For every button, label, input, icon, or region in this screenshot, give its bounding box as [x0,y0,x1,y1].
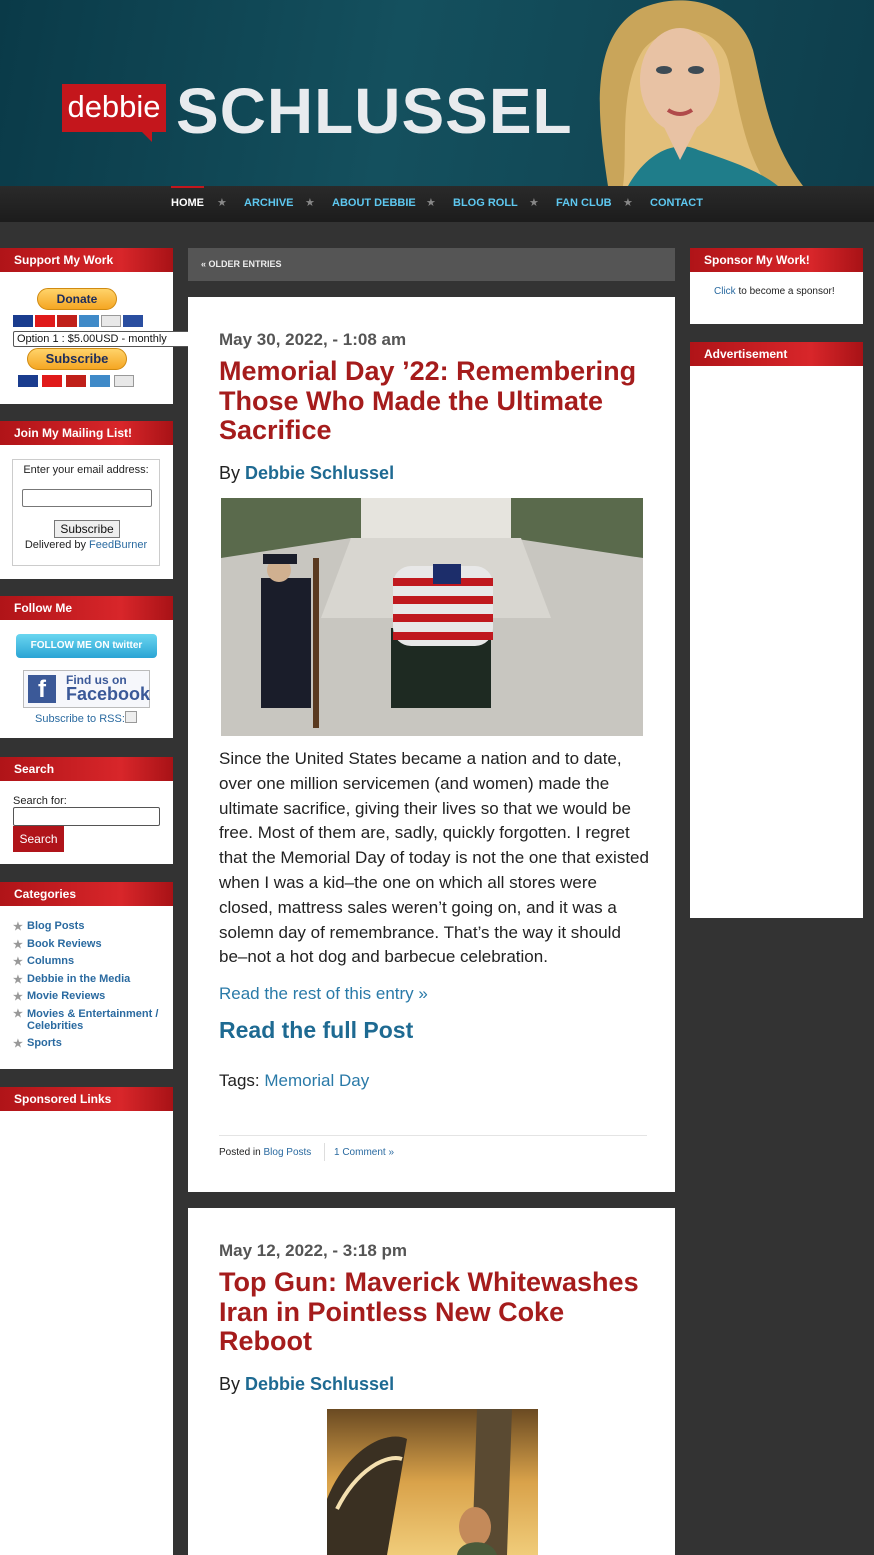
nav-separator-star-icon: ★ [217,197,227,209]
memorial-day-post-image[interactable] [221,498,643,736]
mailing-list-form [12,459,160,566]
advertisement-title: Advertisement [690,342,863,366]
facebook-button[interactable] [23,670,150,708]
post-meta: Posted in Blog Posts [219,1147,312,1158]
sponsor-widget [690,248,863,324]
follow-me-widget [0,596,173,738]
search-input[interactable] [13,807,160,826]
star-bullet-icon: ★ [13,921,23,933]
follow-me-title: Follow Me [0,596,173,620]
post-tags: Tags: Memorial Day [219,1071,370,1090]
nav-blog-roll[interactable]: BLOG ROLL [453,197,518,209]
nav-contact[interactable]: CONTACT [650,197,703,209]
author-link[interactable]: Debbie Schlussel [245,463,395,483]
category-item[interactable]: ★ Debbie in the Media [13,972,131,986]
sponsored-links-title: Sponsored Links [0,1087,173,1111]
sponsor-text: Click to become a sponsor! [714,286,835,297]
star-bullet-icon: ★ [13,1007,23,1020]
post-excerpt: Since the United States became a nation and to date, over one million servicemen (and women) made the ultimate sacrifice, giving their lives so that we would be free. Most of them are, sadly, quickly forgotten. I regret that the Memorial Day of today is not the one that existed when I was a kid–the one on which all stores were closed, mattress sales weren’t going on, and it was a solemn day of remembrance. That’s the way it should be–not a hot dog and barbecue celebration. [219,749,649,967]
nav-fan-club[interactable]: FAN CLUB [556,197,612,209]
header-portrait-image [568,0,808,186]
search-title: Search [0,757,173,781]
sponsor-title: Sponsor My Work! [690,248,863,272]
search-label: Search for: [13,795,67,807]
post-category-link[interactable]: Blog Posts [263,1147,312,1158]
comments-link[interactable]: 1 Comment » [334,1147,395,1158]
support-widget-title: Support My Work [0,248,173,272]
post-footer-divider [219,1135,647,1136]
donate-button[interactable]: Donate [37,288,117,310]
facebook-icon: f [28,675,56,703]
category-item[interactable]: ★ Movies & Entertainment / Celebrities [13,1007,159,1032]
nav-separator-star-icon: ★ [426,197,436,209]
payment-cards-icon [13,315,143,327]
category-item[interactable]: ★ Columns [13,955,75,968]
delivered-by [13,539,159,551]
nav-separator-star-icon: ★ [529,197,539,209]
nav-active-indicator [171,186,204,188]
category-item[interactable]: ★ Sports [13,1036,62,1050]
category-item[interactable]: ★ Blog Posts [13,920,85,933]
search-button[interactable]: Search [13,826,64,852]
categories-widget [0,882,173,1069]
donation-option-selected: Option 1 : $5.00USD - monthly [17,333,167,345]
feedburner-link[interactable]: FeedBurner [89,539,148,551]
logo-name[interactable]: SCHLUSSEL [176,75,573,147]
star-bullet-icon: ★ [13,938,23,951]
star-bullet-icon: ★ [13,1037,23,1050]
nav-separator-star-icon: ★ [623,197,633,209]
top-gun-poster-image[interactable] [327,1409,538,1555]
logo-debbie-badge[interactable]: debbie [62,84,166,132]
twitter-follow-button[interactable]: FOLLOW ME ON twitter [16,634,157,658]
nav-about-debbie[interactable]: ABOUT DEBBIE [332,197,416,209]
nav-archive[interactable]: ARCHIVE [244,197,294,209]
payment-cards-icon [18,375,138,387]
read-full-post-link[interactable]: Read the full Post [219,1017,414,1043]
delivered-by-prefix: Delivered by [24,539,90,551]
rss-subscribe-link[interactable]: Subscribe to RSS: [35,713,125,725]
post-byline: By Debbie Schlussel [219,1374,395,1394]
main-nav [0,186,874,222]
email-input[interactable] [22,489,152,507]
donation-option-select[interactable] [13,331,199,347]
facebook-line1: Find us on [66,673,127,687]
older-entries-link[interactable]: « OLDER ENTRIES [201,259,282,269]
star-bullet-icon: ★ [13,991,23,1003]
post-date: May 30, 2022, - 1:08 am [219,330,407,349]
facebook-line2: Facebook [66,684,151,704]
older-entries-bar [188,248,675,281]
mailing-list-title: Join My Mailing List! [0,421,173,445]
author-link[interactable]: Debbie Schlussel [245,1374,395,1394]
advertisement-widget [690,342,863,918]
categories-list [13,920,168,1054]
tag-link[interactable]: Memorial Day [264,1071,370,1090]
category-item[interactable]: ★ Book Reviews [13,937,102,951]
mailing-list-widget [0,421,173,579]
post-title[interactable]: Memorial Day ’22: Remembering Those Who Made the Ultimate Sacrifice [219,356,637,445]
read-rest-link[interactable]: Read the rest of this entry » [219,984,428,1003]
categories-title: Categories [0,882,173,906]
nav-separator-star-icon: ★ [305,197,315,209]
mailing-subscribe-button[interactable]: Subscribe [54,520,120,538]
support-widget [0,248,173,404]
meta-divider [324,1143,325,1161]
star-bullet-icon: ★ [13,973,23,986]
sponsored-links-widget [0,1087,173,1555]
sponsor-click-link[interactable]: Click [714,286,736,297]
site-header [0,0,874,186]
star-bullet-icon: ★ [13,956,23,968]
post-title[interactable]: Top Gun: Maverick Whitewashes Iran in Pointless New Coke Reboot [219,1267,639,1356]
post-byline: By Debbie Schlussel [219,463,395,483]
rss-icon[interactable] [125,711,137,723]
search-widget [0,757,173,864]
logo-badge-tail [140,130,152,142]
email-prompt: Enter your email address: [23,464,149,476]
subscribe-paypal-button[interactable]: Subscribe [27,348,127,370]
post-date: May 12, 2022, - 3:18 pm [219,1241,408,1260]
category-item[interactable]: ★ Movie Reviews [13,990,106,1003]
nav-home[interactable]: HOME [171,197,204,209]
